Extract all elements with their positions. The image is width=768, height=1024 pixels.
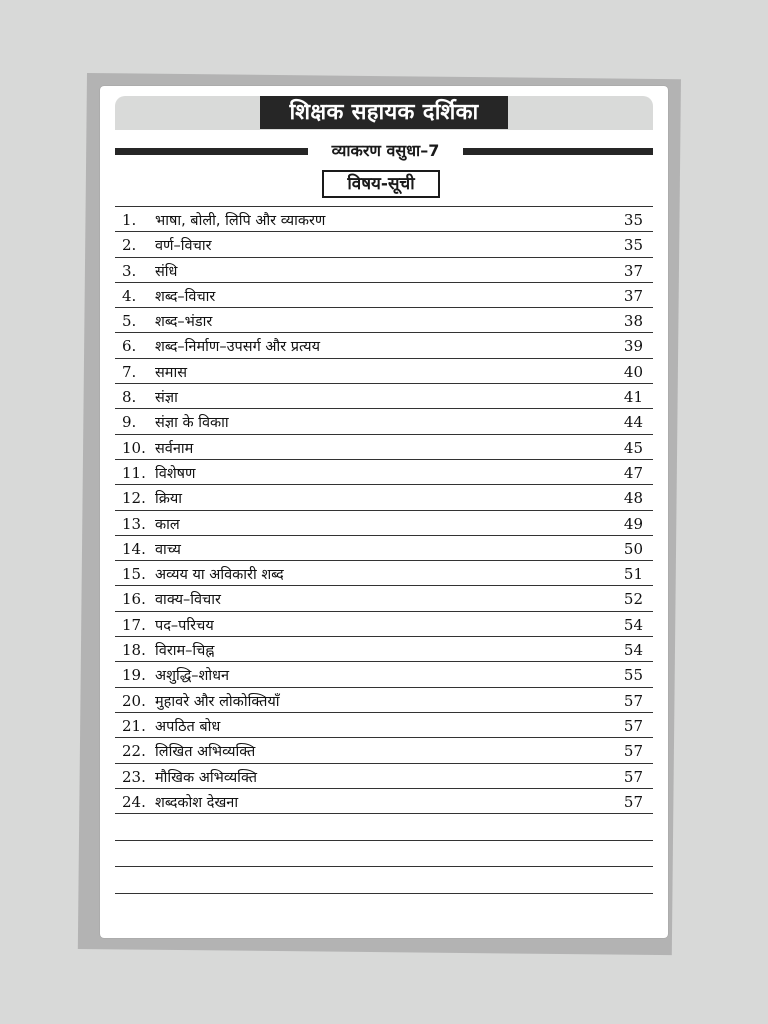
toc-row <box>115 258 653 283</box>
toc-page-number: 51 <box>623 565 643 584</box>
toc-page-number: 54 <box>623 615 643 634</box>
toc-title: अव्यय या अविकारी शब्द <box>155 567 284 584</box>
toc-title: संधि <box>155 263 178 280</box>
toc-title: मौखिक अभिव्यक्ति <box>155 769 257 786</box>
toc-heading: विषय-सूची <box>322 170 440 198</box>
toc-number: 7. <box>122 362 137 381</box>
toc-number: 2. <box>122 236 137 255</box>
blank-ruled-line <box>115 814 653 841</box>
toc-row <box>115 485 653 510</box>
toc-number: 11. <box>122 463 146 482</box>
toc-row <box>115 764 653 789</box>
toc-page-number: 48 <box>623 489 643 508</box>
toc-number: 1. <box>122 211 137 229</box>
toc-number: 20. <box>122 691 146 710</box>
toc-number: 16. <box>122 590 146 609</box>
toc-page-number: 47 <box>623 463 643 482</box>
toc-number: 21. <box>122 716 146 735</box>
toc-page-number: 37 <box>623 286 643 305</box>
toc-page-number: 54 <box>623 641 643 660</box>
toc-number: 12. <box>122 489 146 508</box>
toc-page-number: 57 <box>623 691 643 710</box>
toc-page-number: 37 <box>623 261 643 280</box>
toc-row <box>115 561 653 586</box>
toc-row <box>115 384 653 409</box>
toc-title: विराम–चिह्न <box>155 643 215 660</box>
toc-page-number: 55 <box>623 666 643 685</box>
toc-title: वाक्य–विचार <box>155 592 221 609</box>
toc-row <box>115 460 653 485</box>
toc-row <box>115 283 653 308</box>
toc-number: 3. <box>122 261 137 280</box>
toc-title: विशेषण <box>155 465 196 482</box>
toc-page-number: 57 <box>623 742 643 761</box>
toc-title: लिखित अभिव्यक्ति <box>155 744 256 761</box>
toc-number: 13. <box>122 514 146 533</box>
toc-number: 22. <box>122 742 146 761</box>
toc-page-number: 49 <box>623 514 643 533</box>
toc-row <box>115 511 653 536</box>
toc-row <box>115 409 653 434</box>
toc-title: शब्द–भंडार <box>155 314 213 331</box>
toc-row <box>115 207 653 232</box>
document-page <box>100 86 668 938</box>
toc-number: 14. <box>122 539 146 558</box>
toc-row <box>115 637 653 662</box>
book-title: शिक्षक सहायक दर्शिका <box>260 96 508 129</box>
book-subtitle: व्याकरण वसुधा–7 <box>331 141 440 160</box>
toc-page-number: 44 <box>623 413 643 432</box>
toc-page-number: 35 <box>623 211 643 229</box>
toc-row <box>115 738 653 763</box>
toc-number: 8. <box>122 388 137 407</box>
toc-title: अपठित बोध <box>155 718 221 735</box>
toc-row <box>115 359 653 384</box>
toc-title: समास <box>155 364 188 381</box>
toc-title: काल <box>155 516 180 533</box>
blank-ruled-line <box>115 841 653 868</box>
toc-title: शब्द–निर्माण–उपसर्ग और प्रत्यय <box>155 339 321 356</box>
toc-row <box>115 586 653 611</box>
toc-page-number: 57 <box>623 792 643 811</box>
blank-ruled-line <box>115 867 653 894</box>
toc-title: सर्वनाम <box>155 440 194 457</box>
toc-title: वाच्य <box>155 541 181 558</box>
toc-number: 9. <box>122 413 137 432</box>
toc-row <box>115 662 653 687</box>
toc-number: 23. <box>122 767 146 786</box>
toc-title: शब्दकोश देखना <box>155 794 239 811</box>
toc-row <box>115 536 653 561</box>
right-rule <box>463 148 653 155</box>
toc-title: अशुद्धि–शोधन <box>155 668 230 685</box>
toc-number: 10. <box>122 438 146 457</box>
toc-title: क्रिया <box>155 491 183 508</box>
left-rule <box>115 148 308 155</box>
toc-title: मुहावरे और लोकोक्तियाँ <box>155 693 280 710</box>
toc-number: 4. <box>122 286 137 305</box>
toc-title: संज्ञा <box>155 390 178 407</box>
toc-row <box>115 713 653 738</box>
toc-row <box>115 308 653 333</box>
toc-page-number: 52 <box>623 590 643 609</box>
toc-row <box>115 232 653 257</box>
toc-row <box>115 789 653 814</box>
toc-row <box>115 333 653 358</box>
toc-page-number: 57 <box>623 716 643 735</box>
toc-title: वर्ण–विचार <box>155 238 212 255</box>
toc-page-number: 40 <box>623 362 643 381</box>
toc-title: भाषा, बोली, लिपि और व्याकरण <box>155 213 326 229</box>
toc-row <box>115 612 653 637</box>
toc-page-number: 45 <box>623 438 643 457</box>
toc-title: संज्ञा के विकाा <box>155 415 229 432</box>
toc-number: 17. <box>122 615 146 634</box>
toc-number: 15. <box>122 565 146 584</box>
toc-row <box>115 688 653 713</box>
toc-row <box>115 435 653 460</box>
toc-page-number: 35 <box>623 236 643 255</box>
toc-page-number: 41 <box>623 388 643 407</box>
toc-page-number: 50 <box>623 539 643 558</box>
toc-page-number: 39 <box>623 337 643 356</box>
toc-number: 19. <box>122 666 146 685</box>
subtitle-row <box>115 141 653 161</box>
toc-number: 5. <box>122 312 137 331</box>
toc-number: 6. <box>122 337 137 356</box>
toc-page-number: 38 <box>623 312 643 331</box>
toc-title: शब्द–विचार <box>155 288 216 305</box>
toc-number: 18. <box>122 641 146 660</box>
toc-number: 24. <box>122 792 146 811</box>
toc-page-number: 57 <box>623 767 643 786</box>
toc-title: पद–परिचय <box>155 617 214 634</box>
table-of-contents <box>115 206 653 894</box>
